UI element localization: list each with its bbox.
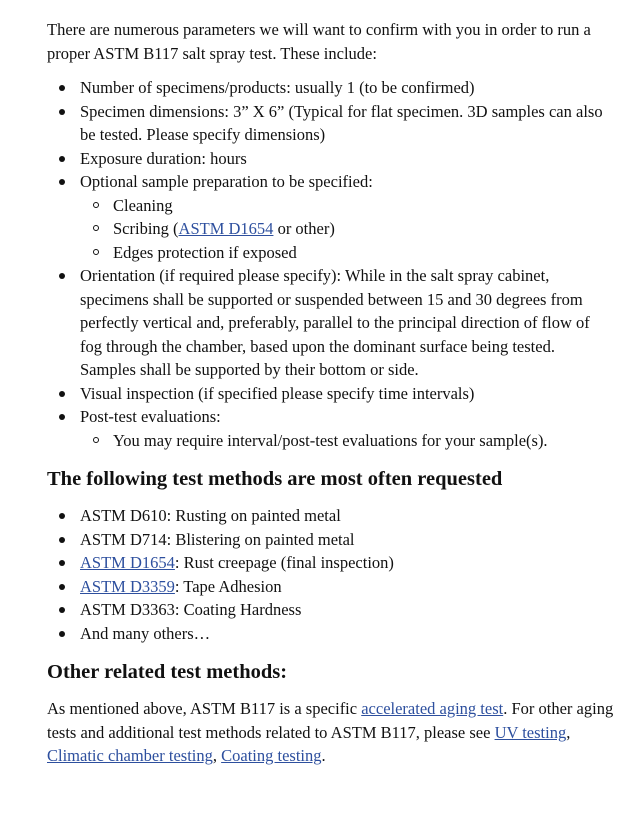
section-heading-methods: The following test methods are most often requested [47, 468, 503, 490]
list-item-text: Post-test evaluations: [80, 407, 221, 426]
post-test-sublist [80, 429, 614, 453]
astm-d1654-link[interactable]: ASTM D1654 [178, 219, 274, 238]
list-item-dimensions [47, 100, 614, 147]
parameters-list [47, 76, 614, 452]
list-item-text: ASTM D714: Blistering on painted metal [80, 529, 355, 549]
bullet-icon [59, 273, 65, 279]
list-item-text: : Rust creepage (final inspection) [174, 553, 394, 572]
methods-list [47, 504, 614, 645]
bullet-icon [59, 109, 65, 115]
bullet-icon [59, 85, 65, 91]
method-item-d610 [47, 504, 614, 528]
list-item-preparation [47, 170, 614, 264]
list-item-text: ASTM D610: Rusting on painted metal [80, 506, 341, 525]
sublist-item-interval [80, 429, 614, 453]
list-item-text: : Tape Adhesion [174, 576, 282, 596]
accelerated-aging-test-link[interactable]: accelerated aging test [361, 699, 504, 718]
sublist-item-cleaning [80, 194, 614, 218]
uv-testing-link[interactable]: UV testing [494, 722, 567, 742]
separator-text: , [566, 722, 571, 742]
list-item-text: Visual inspection (if specified please specify time intervals) [80, 383, 475, 403]
sublist-item-text: You may require interval/post-test evaluations for your sample(s). [113, 430, 548, 450]
list-item-text: ASTM D3363: Coating Hardness [80, 600, 302, 619]
bullet-icon [59, 537, 65, 543]
bullet-icon [59, 156, 65, 162]
circle-bullet-icon [93, 225, 99, 231]
section-heading-related: Other related test methods: [47, 661, 288, 683]
paragraph-text: . [321, 746, 326, 765]
method-item-d3359 [47, 575, 614, 599]
circle-bullet-icon [93, 202, 99, 208]
bullet-icon [59, 584, 65, 590]
list-item-text: Specimen dimensions: 3” X 6” (Typical for flat specimen. 3D samples can also be tested. Please specify dimensions) [80, 101, 603, 144]
list-item-duration [47, 147, 614, 171]
circle-bullet-icon [93, 249, 99, 255]
sublist-item-edges [80, 241, 614, 265]
list-item-orientation [47, 264, 614, 382]
intro-paragraph: There are numerous parameters we will want to confirm with you in order to run a proper ASTM B117 salt spray test. These include: [47, 20, 591, 63]
bullet-icon [59, 513, 65, 519]
method-item-d1654 [47, 551, 614, 575]
climatic-chamber-testing-link[interactable]: Climatic chamber testing [47, 746, 213, 765]
list-item-post-test [47, 405, 614, 452]
paragraph-text: As mentioned above, ASTM B117 is a specific [47, 699, 362, 718]
sublist-item-text: Edges protection if exposed [113, 242, 297, 262]
list-item-text: Orientation (if required please specify): While in the salt spray cabinet, specimens shall be supported or suspended between 15 and 30 degrees from perfectly vertical and, preferably, parallel to the principal direction of flow of fog through the chamber, based upon the dominant surface being tested. Samples shall be supported by their bottom or side. [80, 266, 590, 379]
method-item-d714 [47, 528, 614, 552]
sublist-item-text: Scribing ( [113, 219, 179, 238]
coating-testing-link[interactable]: Coating testing [221, 746, 322, 765]
paragraph-text: . For other aging tests and additional test methods related to ASTM B117, please see [47, 699, 614, 742]
related-paragraph [47, 697, 614, 768]
bullet-icon [59, 607, 65, 613]
bullet-icon [59, 391, 65, 397]
astm-d3359-link[interactable]: ASTM D3359 [80, 576, 175, 596]
method-item-others [47, 622, 614, 646]
sublist-item-scribing [80, 217, 614, 241]
bullet-icon [59, 560, 65, 566]
bullet-icon [59, 631, 65, 637]
sublist-item-text: Cleaning [113, 195, 173, 215]
list-item-text: Number of specimens/products: usually 1 (to be confirmed) [80, 78, 475, 97]
list-item-visual-inspection [47, 382, 614, 406]
sublist-item-text: or other) [273, 219, 335, 238]
bullet-icon [59, 179, 65, 185]
separator-text: , [212, 746, 222, 765]
method-item-d3363 [47, 598, 614, 622]
list-item-text: Exposure duration: hours [80, 148, 247, 168]
circle-bullet-icon [93, 437, 99, 443]
list-item-specimens [47, 76, 614, 100]
preparation-sublist [80, 194, 614, 265]
astm-d1654-method-link[interactable]: ASTM D1654 [80, 553, 175, 572]
list-item-text: And many others… [80, 623, 211, 643]
list-item-text: Optional sample preparation to be specified: [80, 172, 373, 191]
bullet-icon [59, 414, 65, 420]
